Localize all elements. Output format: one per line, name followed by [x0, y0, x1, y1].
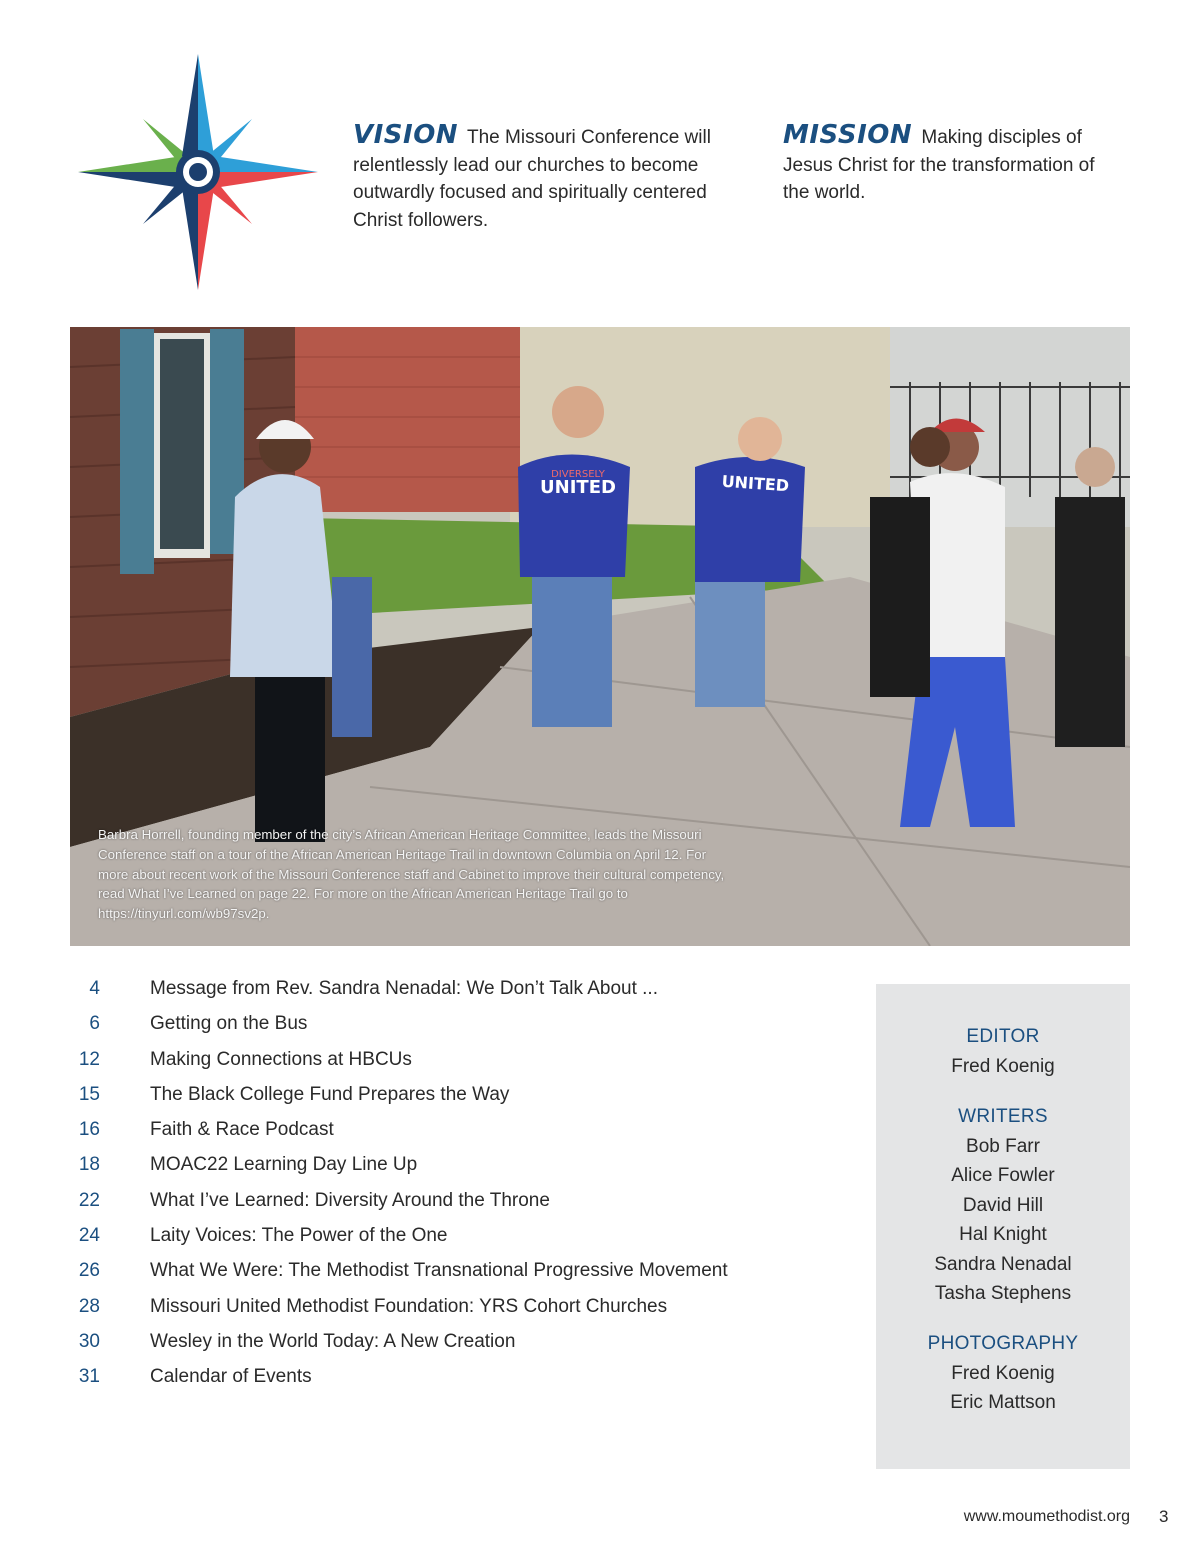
- toc-item[interactable]: [66, 1084, 846, 1119]
- toc-title: What I’ve Learned: Diversity Around the Throne: [150, 1189, 550, 1211]
- toc-item[interactable]: [66, 1366, 846, 1401]
- toc-item[interactable]: [66, 1260, 846, 1295]
- toc-page-number: 28: [78, 1295, 100, 1317]
- photographer-name: Eric Mattson: [950, 1392, 1056, 1413]
- toc-item[interactable]: [66, 978, 846, 1013]
- toc-title: Missouri United Methodist Foundation: YRS Cohort Churches: [150, 1295, 668, 1317]
- writer-name: David Hill: [962, 1194, 1044, 1216]
- toc-page-number: 16: [78, 1119, 100, 1141]
- toc-item[interactable]: [66, 1049, 846, 1084]
- toc-page-number: 4: [89, 978, 100, 999]
- editor-name: Fred Koenig: [951, 1056, 1055, 1077]
- toc-title: Laity Voices: The Power of the One: [150, 1225, 448, 1247]
- cover-photo: [70, 327, 1130, 946]
- writer-name: Tasha Stephens: [934, 1283, 1072, 1304]
- editor-group: [876, 1022, 1130, 1082]
- toc-page-number: 15: [78, 1083, 100, 1105]
- writers-heading: WRITERS: [958, 1105, 1048, 1127]
- toc-page-number: 12: [78, 1048, 100, 1070]
- toc-title: Calendar of Events: [150, 1366, 312, 1388]
- writer-name: Bob Farr: [966, 1135, 1040, 1157]
- writers-group: [876, 1102, 1130, 1309]
- credits-box: [876, 984, 1130, 1469]
- toc-item[interactable]: [66, 1119, 846, 1154]
- photography-heading: PHOTOGRAPHY: [927, 1332, 1079, 1354]
- table-of-contents: [66, 978, 846, 1402]
- toc-page-number: 31: [78, 1366, 100, 1388]
- toc-item[interactable]: [66, 1225, 846, 1260]
- toc-page-number: 22: [78, 1189, 100, 1211]
- footer-url-link[interactable]: www.moumethodist.org: [963, 1508, 1130, 1525]
- mission-keyword: MISSION: [783, 120, 913, 150]
- toc-title: Wesley in the World Today: A New Creation: [150, 1330, 516, 1352]
- toc-item[interactable]: [66, 1296, 846, 1331]
- photography-group: [876, 1329, 1130, 1418]
- toc-item[interactable]: [66, 1190, 846, 1225]
- vision-text: The Missouri Conference will relentlessly lead our churches to become outwardly focused and spiritually centered Christ followers.: [353, 127, 711, 231]
- mission-statement: [783, 122, 1103, 207]
- toc-item[interactable]: [66, 1331, 846, 1366]
- toc-page-number: 6: [89, 1013, 100, 1035]
- toc-page-number: 30: [78, 1330, 100, 1352]
- mission-text: Making disciples of Jesus Christ for the transformation of the world.: [783, 127, 1095, 203]
- shirt-text-top: DIVERSELY: [551, 469, 605, 480]
- toc-item[interactable]: [66, 1013, 846, 1048]
- toc-page-number: 24: [78, 1225, 100, 1247]
- toc-page-number: 18: [78, 1154, 100, 1176]
- page-number: 3: [1159, 1507, 1169, 1526]
- vision-keyword: VISION: [353, 120, 459, 150]
- vision-statement: [353, 122, 733, 234]
- editor-heading: EDITOR: [966, 1026, 1040, 1047]
- toc-title: Faith & Race Podcast: [150, 1119, 334, 1141]
- shirt-text-main-2: UNITED: [721, 471, 790, 496]
- toc-title: The Black College Fund Prepares the Way: [150, 1083, 510, 1105]
- toc-page-number: 26: [78, 1260, 100, 1282]
- toc-title: Making Connections at HBCUs: [150, 1048, 412, 1070]
- compass-logo-icon: [76, 52, 320, 292]
- toc-title: MOAC22 Learning Day Line Up: [150, 1154, 418, 1176]
- photographer-name: Fred Koenig: [951, 1362, 1055, 1384]
- toc-item[interactable]: [66, 1154, 846, 1189]
- writer-name: Alice Fowler: [951, 1165, 1055, 1186]
- toc-title: Message from Rev. Sandra Nenadal: We Don’t Talk About ...: [150, 978, 658, 999]
- toc-title: Getting on the Bus: [150, 1013, 308, 1035]
- writer-name: Sandra Nenadal: [934, 1253, 1072, 1275]
- writer-name: Hal Knight: [959, 1224, 1047, 1245]
- shirt-text-main: UNITED: [540, 477, 616, 498]
- photo-caption: Barbra Horrell, founding member of the city’s African American Heritage Committee, leads the Missouri Conference staff on a tour of the African American Heritage Trail in downtown Columbia on April 12. For more about recent work of the Missouri Conference staff and Cabinet to improve their cultural competency, read What I’ve Learned on page 22. For more on the African American Heritage Trail go to https://tinyurl.com/wb97sv2p.: [98, 827, 725, 922]
- toc-title: What We Were: The Methodist Transnational Progressive Movement: [150, 1260, 728, 1282]
